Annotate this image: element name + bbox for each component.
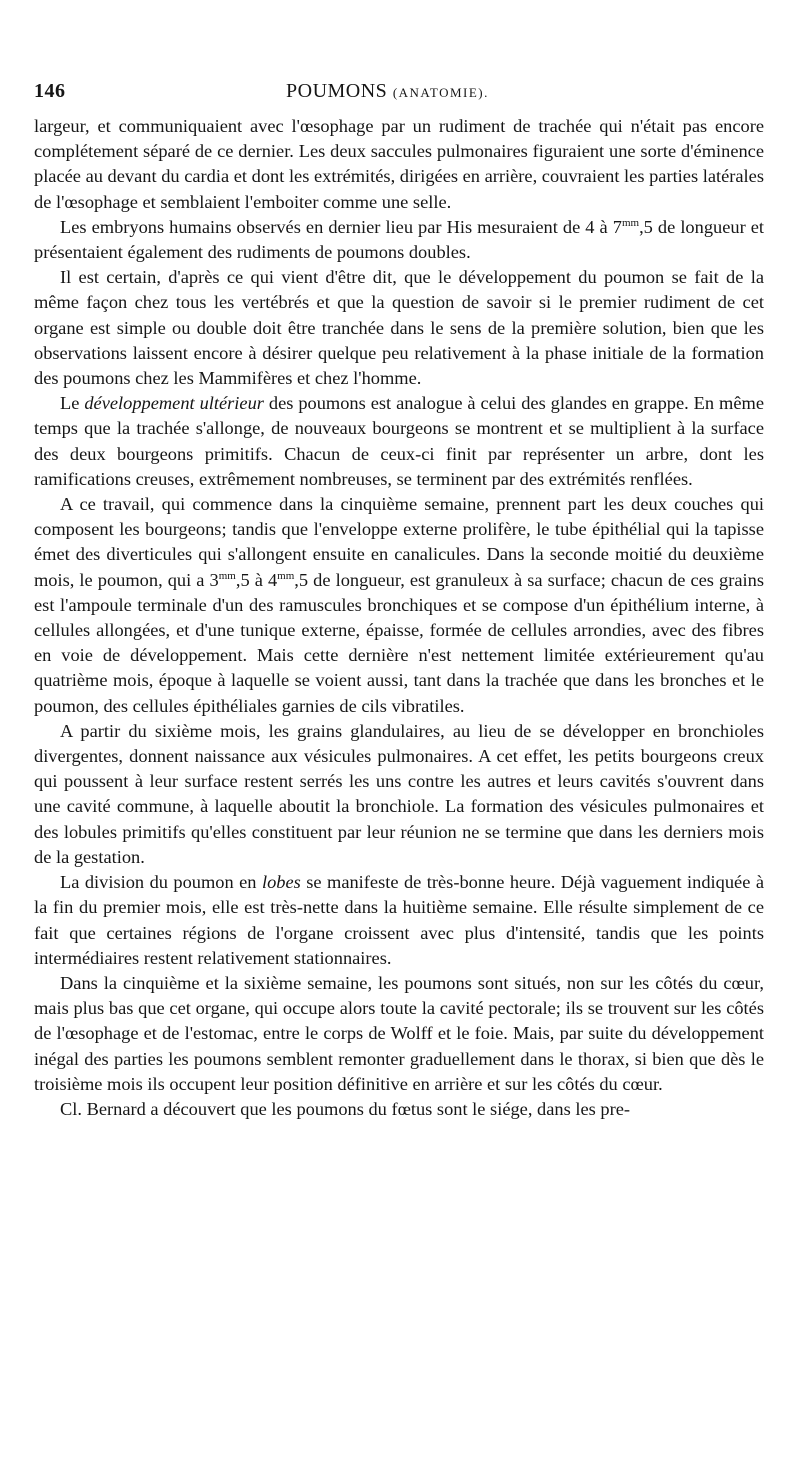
paragraph-2-text-a: Les embryons humains observés en dernier lieu par His mesuraient de 4 à 7 xyxy=(60,216,622,237)
paragraph-7 xyxy=(34,870,764,971)
unit-superscript: mm xyxy=(277,569,295,582)
paragraph-2 xyxy=(34,215,764,265)
book-page xyxy=(34,80,764,1122)
paragraph-5-text-c: ,5 de longueur, est granuleux à sa surface; chacun de ces grains est l'ampoule terminale d'un des ramuscules bronchiques et se compose d'un épithélium interne, à cellules allongées, et d'une tunique externe, épaisse, formée de cellules arrondies, avec des fibres en voie de développement. Mais cette dernière n'est nettement limitée extérieurement qu'au quatrième mois, époque à laquelle se voient aussi, tant dans la trachée que dans les bronches et le poumon, des cellules épithéliales garnies de cils vibratiles. xyxy=(34,569,764,716)
paragraph-4-text-b: des poumons est analogue à celui des glandes en grappe. En même temps que la trachée s'allonge, de nouveaux bourgeons se montrent et se multiplient à la surface des deux bourgeons primitifs. Chacun de ceux-ci finit par représenter un arbre, dont les ramifications creuses, extrêmement nombreuses, se terminent par des extrémités renflées. xyxy=(34,393,764,489)
page-header xyxy=(34,80,764,114)
paragraph-8: Dans la cinquième et la sixième semaine, les poumons sont situés, non sur les côtés du cœur, mais plus bas que cet organe, qui occupe alors toute la cavité pectorale; ils se trouvent sur les côtés de l'œsophage et de l'estomac, entre le corps de Wolff et le foie. Mais, par suite du développement inégal des parties les poumons semblent remonter graduellement dans le thorax, si bien que dès le troisième mois ils occupent leur position définitive en arrière et sur les côtés du cœur. xyxy=(34,972,764,1094)
italic-term: lobes xyxy=(261,872,301,893)
body-text xyxy=(34,114,764,1122)
paragraph-7-text-a: La division du poumon en xyxy=(60,872,262,893)
paragraph-5-text-a: A ce travail, qui commence dans la cinquième semaine, prennent part les deux couches qui composent les bourgeons; tandis que l'enveloppe externe prolifère, le tube épithélial qui la tapisse émet des diverticules qui s'allongent ensuite en canalicules. Dans la seconde moitié du deuxième mois, le poumon, qui a 3 xyxy=(34,494,764,590)
running-head xyxy=(286,80,489,103)
paragraph-2-text-b: ,5 de longueur et présentaient également des rudiments de poumons doubles. xyxy=(34,216,765,263)
running-subtitle: (ANATOMIE). xyxy=(392,85,489,100)
paragraph-7-text-b: se manifeste de très-bonne heure. Déjà vaguement indiquée à la fin du premier mois, elle est très-nette dans la huitième semaine. Elle résulte simplement de ce fait que certaines régions de l'organe croissent avec plus d'intensité, tandis que les points intermédiaires restent relativement stationnaires. xyxy=(34,872,764,968)
italic-term: développement ultérieur xyxy=(84,393,264,414)
paragraph-4-text-a: Le xyxy=(60,393,85,414)
unit-superscript: mm xyxy=(621,216,640,229)
paragraph-5-text-b: ,5 à 4 xyxy=(235,569,278,590)
paragraph-5 xyxy=(34,492,764,719)
paragraph-9: Cl. Bernard a découvert que les poumons du fœtus sont le siége, dans les pre- xyxy=(60,1098,630,1119)
paragraph-1: largeur, et communiquaient avec l'œsophage par un rudiment de trachée qui n'était pas encore complétement séparé de ce dernier. Les deux saccules pulmonaires figuraient une sorte d'éminence placée au devant du cardia et dont les extrémités, dirigées en arrière, couvraient les parties latérales de l'œsophage et semblaient l'emboiter comme une selle. xyxy=(34,116,764,212)
page-number: 146 xyxy=(34,80,66,102)
paragraph-4 xyxy=(34,391,764,492)
running-title: POUMONS xyxy=(286,80,388,102)
unit-superscript: mm xyxy=(218,569,236,582)
paragraph-6: A partir du sixième mois, les grains glandulaires, au lieu de se développer en bronchioles divergentes, donnent naissance aux vésicules pulmonaires. A cet effet, les petits bourgeons creux qui poussent à leur surface restent serrés les uns contre les autres et leurs cavités s'ouvrent dans une cavité commune, à laquelle aboutit la bronchiole. La formation des vésicules pulmonaires et des lobules primitifs qu'elles constituent par leur réunion ne se termine que dans les derniers mois de la gestation. xyxy=(34,720,764,867)
paragraph-3: Il est certain, d'après ce qui vient d'être dit, que le développement du poumon se fait de la même façon chez tous les vertébrés et que la question de savoir si le premier rudiment de cet organe est simple ou double doit être tranchée dans le sens de la première solution, bien que les observations laissent encore à désirer quelque peu relativement à la phase initiale de la formation des poumons chez les Mammifères et chez l'homme. xyxy=(34,267,764,389)
